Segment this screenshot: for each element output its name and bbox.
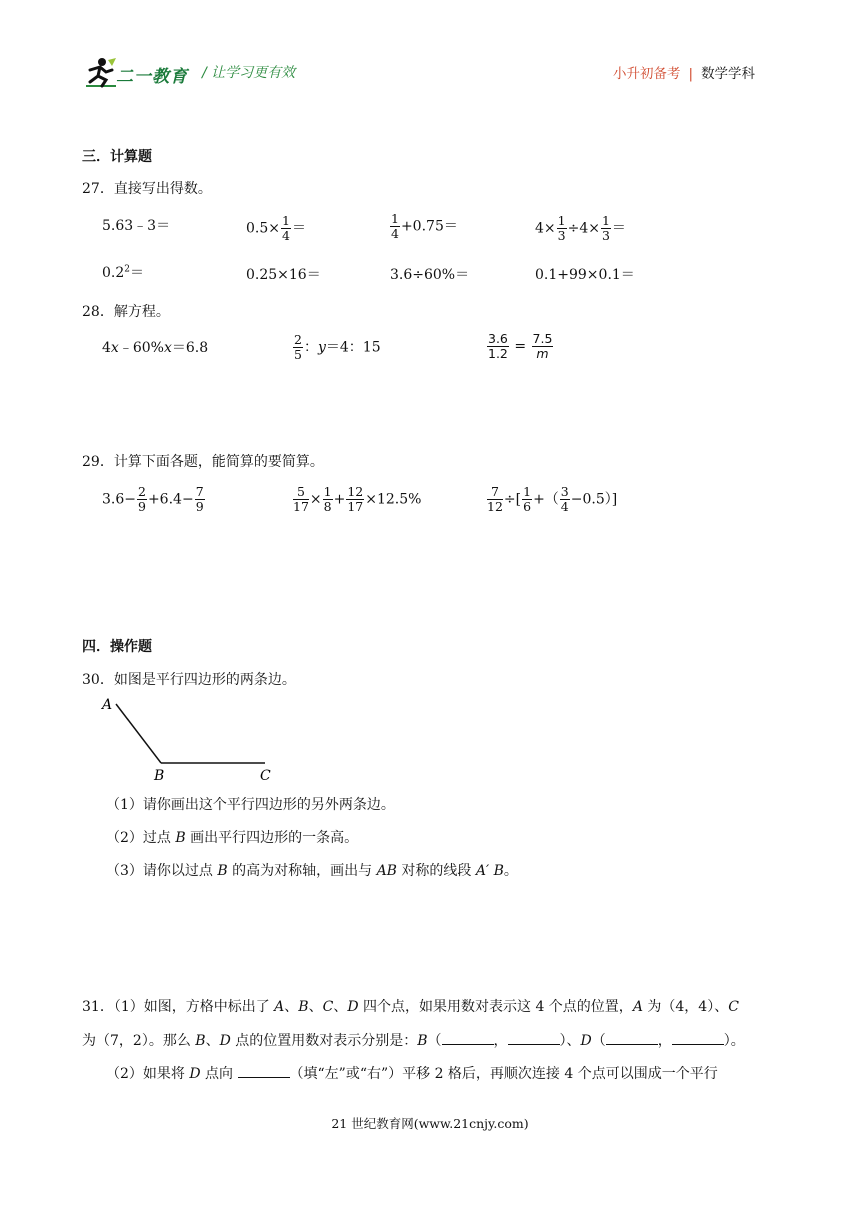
header-separator: | [688, 66, 694, 82]
footer-source: 21 世纪教育网(www.21cnjy.com) [331, 1116, 529, 1131]
q27-expr-2: 0.5× $\frac{1}{4}$ ＝ [246, 213, 306, 243]
logo [82, 56, 192, 90]
q27-expr-7: 3.6÷60%＝ [390, 267, 470, 283]
q29-calc-3: $\frac{7}{12}$ ÷[ $\frac{1}{6}$ +（ $\frac{3}{4}$ −0.5）] [487, 484, 618, 514]
q31-line-2: 为（7，2）。那么 B、D 点的位置用数对表示分别是：B（ ， ）、D（ ， ）。 [82, 1033, 745, 1049]
slogan: / 让学习更有效 [202, 65, 296, 81]
exam-label: 小升初备考 [613, 66, 681, 82]
blank-direction[interactable] [238, 1065, 290, 1078]
q27-expr-1: 5.63﹣3＝ [102, 218, 171, 234]
q28-eq-3: $\frac{3.6}{1.2}$ = $\frac{7.5}{m}$ [488, 331, 553, 361]
q29-calc-2: $\frac{5}{17}$ × $\frac{1}{8}$ + $\frac{12}{17}$ ×12.5% [293, 484, 422, 514]
label-c: C [260, 768, 271, 784]
q27-expr-3: $\frac{1}{4}$ +0.75＝ [391, 211, 458, 241]
side-ab [116, 704, 161, 763]
blank-d-y[interactable] [672, 1032, 724, 1045]
header-right [613, 62, 755, 82]
q30-part-1: （1）请你画出这个平行四边形的另外两条边。 [106, 797, 395, 813]
label-b: B [154, 768, 165, 784]
runner-logo-icon [82, 56, 118, 90]
q29-stem: 29．计算下面各题，能简算的要简算。 [82, 454, 324, 470]
q27-expr-6: 0.25×16＝ [246, 267, 321, 283]
section-title-calc: 三．计算题 [82, 149, 152, 165]
q28-stem: 28．解方程。 [82, 304, 170, 320]
subject-label: 数学学科 [701, 66, 756, 82]
label-a: A [102, 697, 113, 713]
q28-eq-2: $\frac{2}{5}$ ：y＝4：15 [294, 332, 381, 362]
q30-part-3: （3）请你以过点 B 的高为对称轴，画出与 AB 对称的线段 A′ B。 [106, 863, 518, 879]
q27-stem: 27．直接写出得数。 [82, 181, 212, 197]
q30-stem: 30．如图是平行四边形的两条边。 [82, 672, 296, 688]
blank-d-x[interactable] [606, 1032, 658, 1045]
q31-line-1: 31．（1）如图，方格中标出了 A、B、C、D 四个点，如果用数对表示这 4 个点的位置，A 为（4，4）、C [82, 999, 739, 1015]
q29-calc-1: 3.6− $\frac{2}{9}$ +6.4− $\frac{7}{9}$ [102, 484, 204, 514]
q27-expr-5: $0.2^2=$ [102, 264, 144, 281]
q27-expr-8: 0.1+99×0.1＝ [535, 267, 635, 283]
q31-line-3: （2）如果将 D 点向 （填“左”或“右”）平移 2 格后，再顺次连接 4 个点可以围成一个平行 [106, 1066, 718, 1082]
q28-eq-1: 4x﹣60%x＝6.8 [102, 340, 209, 356]
parallelogram-sides-figure [96, 692, 286, 788]
blank-b-x[interactable] [442, 1032, 494, 1045]
q27-expr-4: 4× $\frac{1}{3}$ ÷4× $\frac{1}{3}$ ＝ [535, 213, 626, 243]
q30-part-2: （2）过点 B 画出平行四边形的一条高。 [106, 830, 359, 846]
section-title-operation: 四．操作题 [82, 639, 152, 655]
logo-text: 二一教育 [116, 67, 188, 87]
blank-b-y[interactable] [508, 1032, 560, 1045]
